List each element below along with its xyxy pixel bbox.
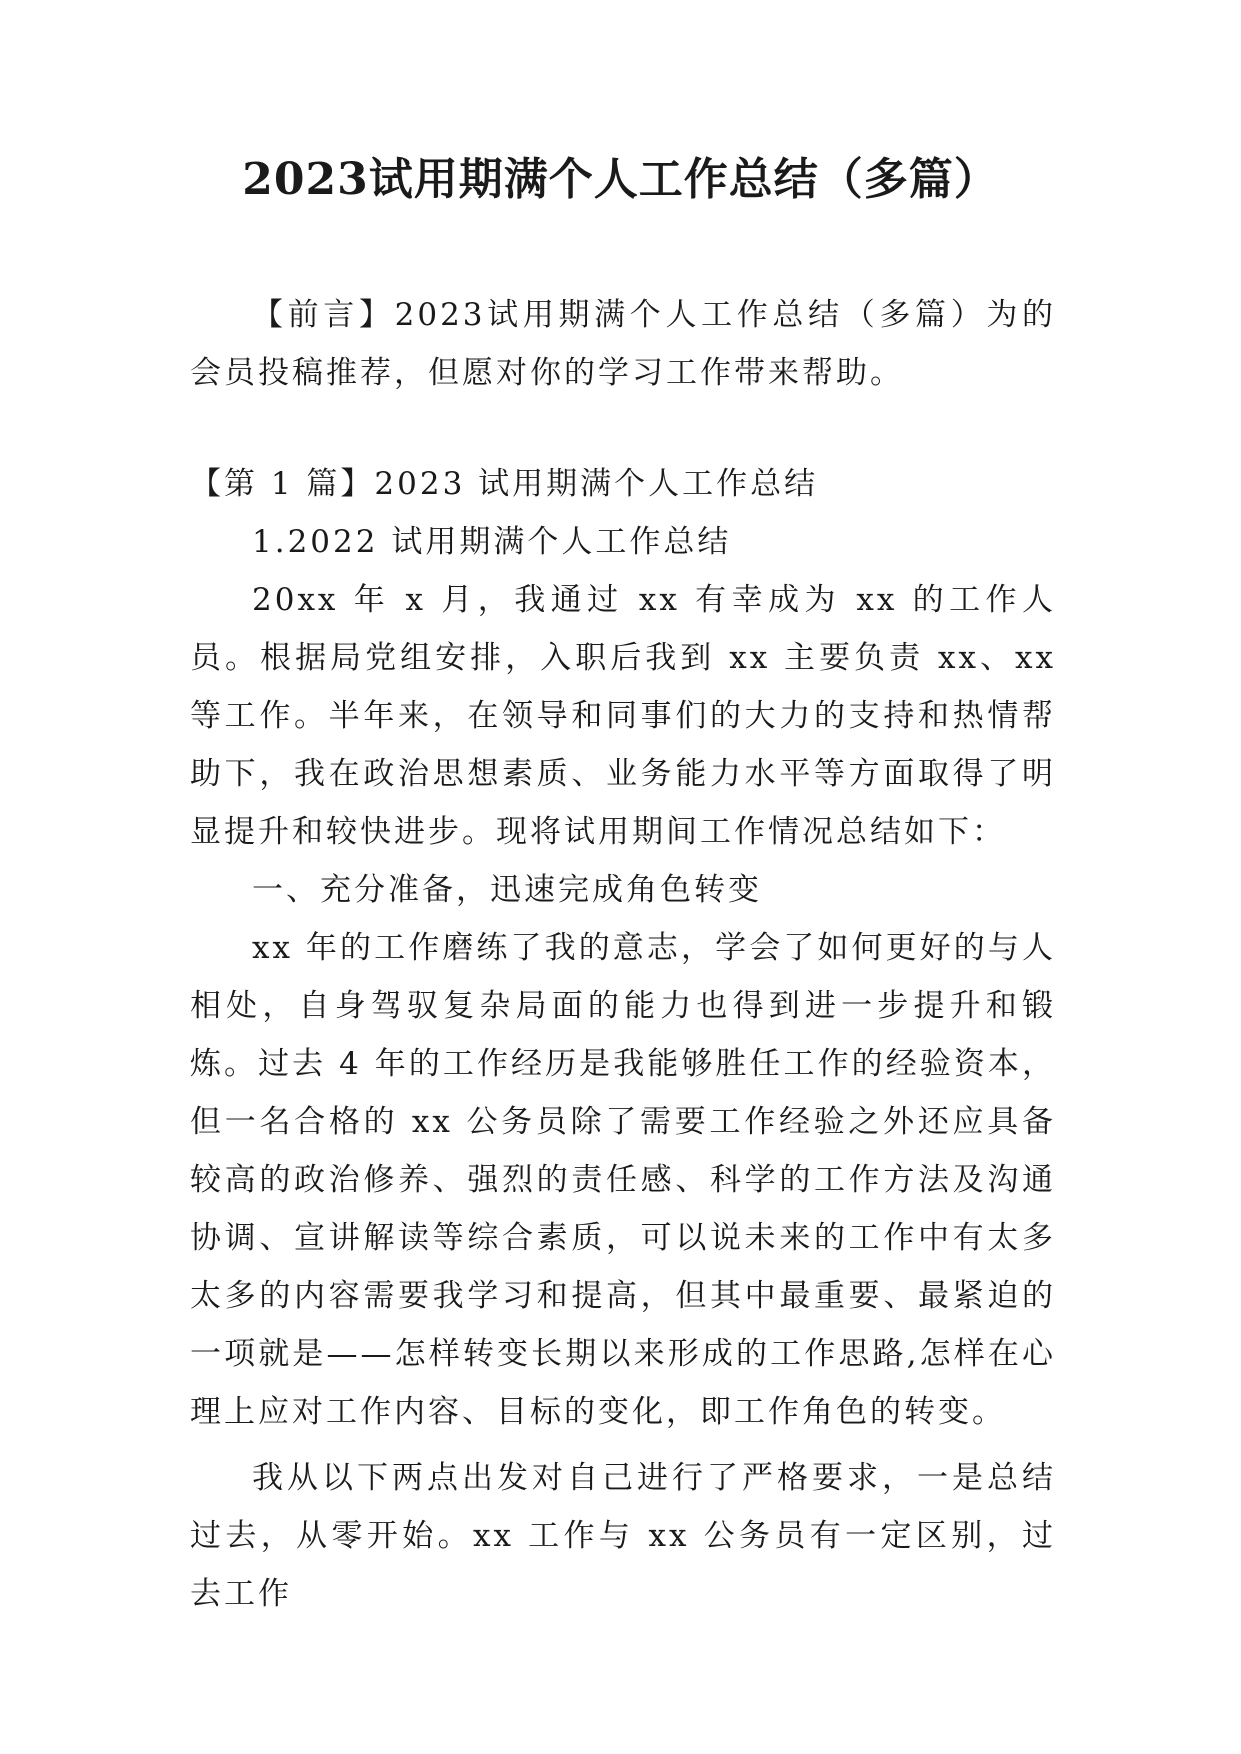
body-heading-1: 一、充分准备，迅速完成角色转变 <box>252 872 762 908</box>
body-paragraph-3: 我从以下两点出发对自己进行了严格要求，一是总结过去，从零开始。xx 工作与 xx 公务员有一定区别，过去工作 <box>190 1460 1056 1612</box>
section-body <box>190 455 1056 1623</box>
body-paragraph-2: xx 年的工作磨练了我的意志，学会了如何更好的与人相处，自身驾驭复杂局面的能力也得到进一步提升和锻炼。过去 4 年的工作经历是我能够胜任工作的经验资本，但一名合格的 xx 公务员除了需要工作经验之外还应具备较高的政治修养、强烈的责任感、科学的工作方法及沟通协调、宣讲解读等综合素质，可以说未来的工作中有太多太多的内容需要我学习和提高，但其中最重要、最紧迫的一项就是——怎样转变长期以来形成的工作思路,怎样在心理上应对工作内容、目标的变化，即工作角色的转变。 <box>190 930 1056 1430</box>
preface-paragraph: 【前言】2023试用期满个人工作总结（多篇）为的会员投稿推荐，但愿对你的学习工作带来帮助。 <box>190 297 1056 391</box>
body-paragraph-1: 20xx 年 x 月，我通过 xx 有幸成为 xx 的工作人员。根据局党组安排，入职后我到 xx 主要负责 xx、xx 等工作。半年来，在领导和同事们的大力的支持和热情帮助下，我在政治思想素质、业务能力水平等方面取得了明显提升和较快进步。现将试用期间工作情况总结如下： <box>190 582 1056 850</box>
section-heading: 【第 1 篇】2023 试用期满个人工作总结 <box>190 466 819 502</box>
document-title: 2023试用期满个人工作总结（多篇） <box>242 154 999 205</box>
subheading: 1.2022 试用期满个人工作总结 <box>252 524 732 560</box>
